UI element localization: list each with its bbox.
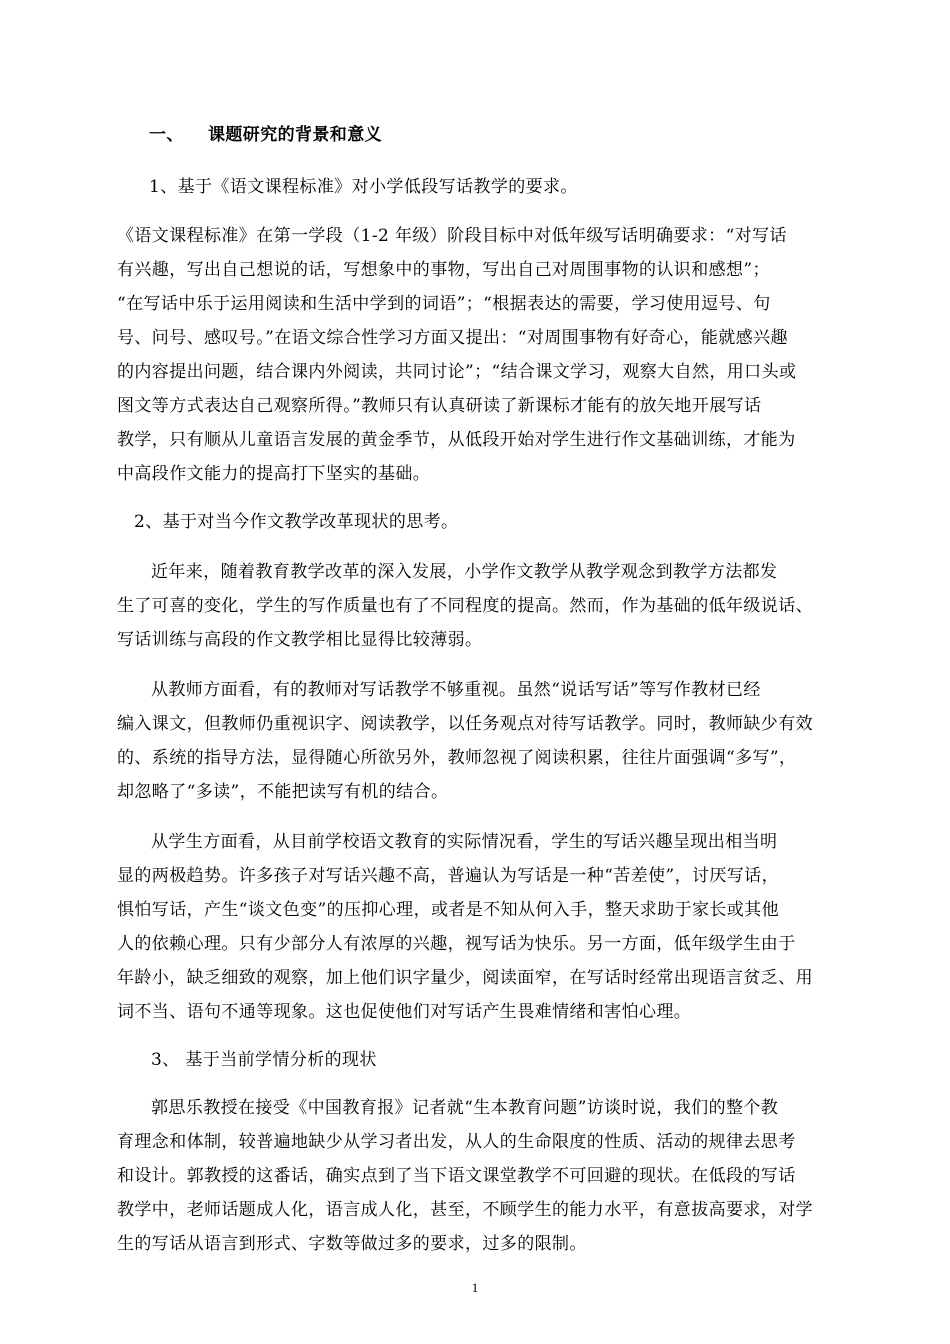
section-3-line: 育理念和体制，较普遍地缺少从学习者出发，从人的生命限度的性质、活动的规律去思考 [117,1132,796,1152]
section-2-paragraph-3-line: 人的依赖心理。只有少部分人有浓厚的兴趣，视写话为快乐。另一方面，低年级学生由于 [117,934,796,954]
section-1-line: 的内容提出问题，结合课内外阅读，共同讨论”；“结合课文学习，观察大自然，用口头或 [117,362,797,382]
section-1-line: 图文等方式表达自己观察所得。”教师只有认真研读了新课标才能有的放矢地开展写话 [117,396,762,416]
section-2-paragraph-3-line: 显的两极趋势。许多孩子对写话兴趣不高，普遍认为写话是一种“苦差使”，讨厌写话， [117,866,779,886]
section-2-paragraph-2-line: 却忽略了“多读”，不能把读写有机的结合。 [117,782,449,802]
section-2-paragraph-3-line: 从学生方面看，从目前学校语文教育的实际情况看，学生的写话兴趣呈现出相当明 [151,832,778,852]
section-1-line: 号、问号、感叹号。”在语文综合性学习方面又提出：“对周围事物有好奇心，能就感兴趣 [117,328,788,348]
section-2-paragraph-3-line: 年龄小，缺乏细致的观察，加上他们识字量少，阅读面窄，在写话时经常出现语言贫乏、用 [117,968,813,988]
section-2-paragraph-2-line: 编入课文，但教师仍重视识字、阅读教学，以任务观点对待写话教学。同时，教师缺少有效 [117,714,813,734]
section-2-paragraph-1-line: 生了可喜的变化，学生的写作质量也有了不同程度的提高。然而，作为基础的低年级说话、 [117,596,813,616]
heading-number: 一、 [149,125,184,145]
section-3-line: 郭思乐教授在接受《中国教育报》记者就“生本教育问题”访谈时说，我们的整个教 [151,1098,779,1118]
section-3-line: 教学中，老师话题成人化，语言成人化，甚至，不顾学生的能力水平，有意拔高要求，对学 [117,1200,813,1220]
section-2-paragraph-3-line: 惧怕写话，产生“谈文色变”的压抑心理，或者是不知从何入手，整天求助于家长或其他 [117,900,779,920]
section-1-line: “在写话中乐于运用阅读和生活中学到的词语”；“根据表达的需要，学习使用逗号、句 [117,294,771,314]
section-2-paragraph-2-line: 的、系统的指导方法，显得随心所欲另外，教师忽视了阅读积累，往往片面强调“多写”， [117,748,797,768]
section-3-line: 生的写话从语言到形式、字数等做过多的要求，过多的限制。 [117,1234,587,1254]
section-1-line: 《语文课程标准》在第一学段（1-2 年级）阶段目标中对低年级写话明确要求：“对写话 [117,226,787,246]
section-2-paragraph-2-line: 从教师方面看，有的教师对写话教学不够重视。虽然“说话写话”等写作教材已经 [151,680,761,700]
section-2-paragraph-3-line: 词不当、语句不通等现象。这也促使他们对写话产生畏难情绪和害怕心理。 [117,1002,692,1022]
section-1-title: 1、基于《语文课程标准》对小学低段写话教学的要求。 [149,177,578,197]
section-2-paragraph-1-line: 写话训练与高段的作文教学相比显得比较薄弱。 [117,630,483,650]
page-number: 1 [471,1280,479,1295]
heading-title: 课题研究的背景和意义 [208,125,382,145]
section-3-title: 3、 基于当前学情分析的现状 [151,1050,377,1070]
section-1-line: 中高段作文能力的提高打下坚实的基础。 [117,464,431,484]
section-1-line: 有兴趣，写出自己想说的话，写想象中的事物，写出自己对周围事物的认识和感想”； [117,260,770,280]
section-1-line: 教学，只有顺从儿童语言发展的黄金季节，从低段开始对学生进行作文基础训练，才能为 [117,430,796,450]
section-2-title: 2、基于对当今作文教学改革现状的思考。 [134,512,459,532]
section-3-line: 和设计。郭教授的这番话，确实点到了当下语文课堂教学不可回避的现状。在低段的写话 [117,1166,796,1186]
section-2-paragraph-1-line: 近年来，随着教育教学改革的深入发展，小学作文教学从教学观念到教学方法都发 [151,562,778,582]
